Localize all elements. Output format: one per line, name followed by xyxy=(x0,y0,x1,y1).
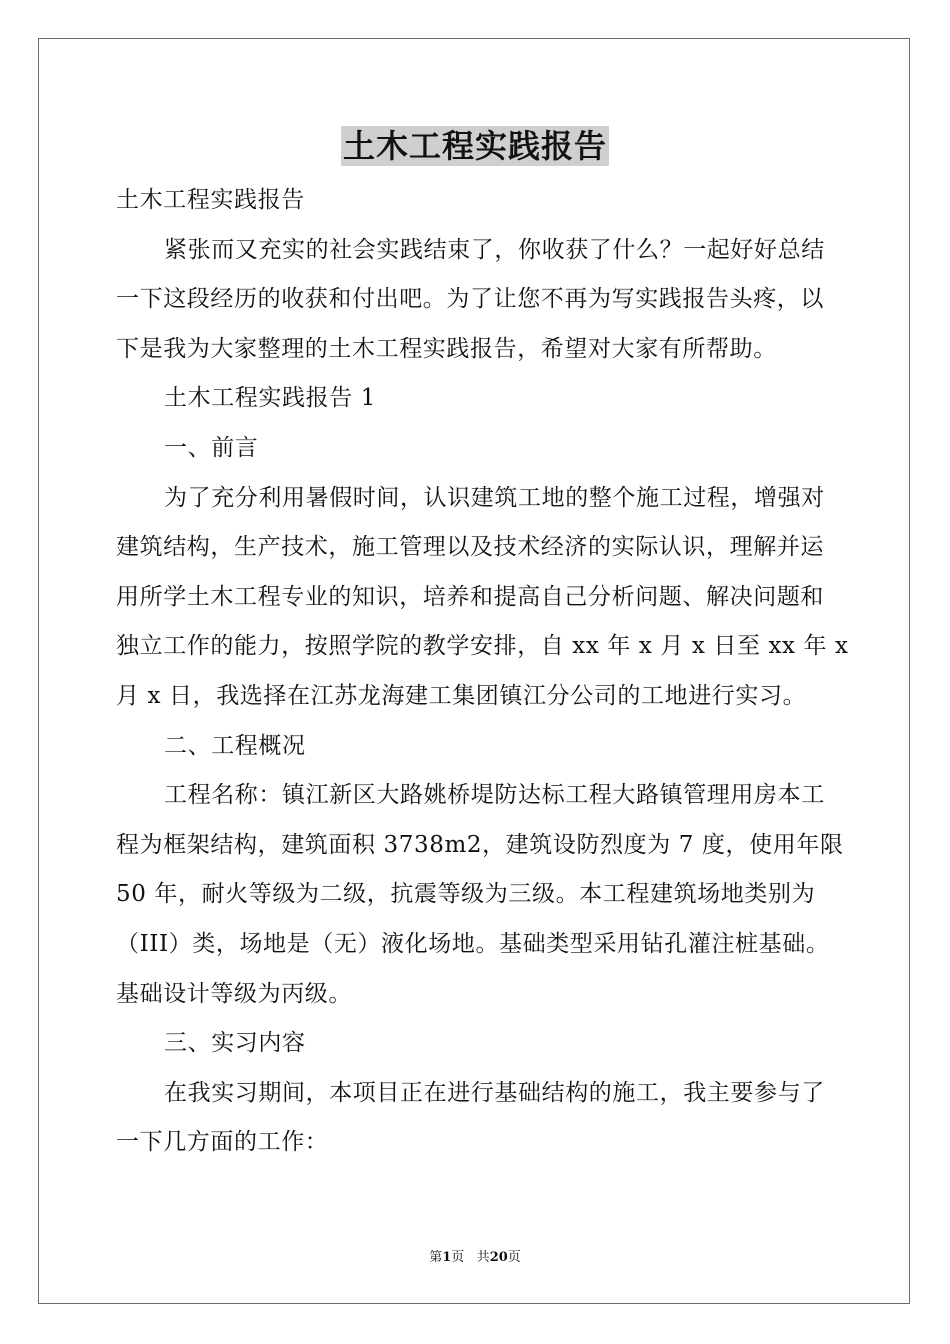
text-line: 用所学土木工程专业的知识，培养和提高自己分析问题、解决问题和 xyxy=(116,583,824,610)
text-line: 为了充分利用暑假时间，认识建筑工地的整个施工过程，增强对 xyxy=(164,484,825,511)
text-line: 在我实习期间，本项目正在进行基础结构的施工，我主要参与了 xyxy=(164,1079,825,1106)
page-footer xyxy=(0,1246,950,1265)
title-container xyxy=(0,126,950,166)
text-line: 月 x 日，我选择在江苏龙海建工集团镇江分公司的工地进行实习。 xyxy=(116,682,807,709)
text-line: 基础设计等级为丙级。 xyxy=(116,980,352,1007)
text-line: 一下几方面的工作： xyxy=(116,1129,329,1156)
text-line: 土木工程实践报告 1 xyxy=(164,385,376,412)
total-unit: 页 xyxy=(507,1250,521,1265)
total-prefix: 共 xyxy=(476,1250,490,1265)
text-line: 紧张而又充实的社会实践结束了，你收获了什么？一起好好总结 xyxy=(164,236,825,263)
text-line: 50 年，耐火等级为二级，抗震等级为三级。本工程建筑场地类别为 xyxy=(116,881,816,908)
text-line: 程为框架结构，建筑面积 3738m2，建筑设防烈度为 7 度，使用年限 xyxy=(116,831,844,858)
page-number: 1 xyxy=(442,1250,452,1265)
page-unit: 页 xyxy=(451,1250,465,1265)
total-pages: 20 xyxy=(489,1250,508,1265)
document-subtitle: 土木工程实践报告 xyxy=(116,187,305,213)
document-title: 土木工程实践报告 xyxy=(342,127,607,165)
text-line: 一、前言 xyxy=(164,434,259,461)
text-line: 一下这段经历的收获和付出吧。为了让您不再为写实践报告头疼，以 xyxy=(116,286,824,313)
text-line: 三、实习内容 xyxy=(164,1030,306,1057)
text-line: 建筑结构，生产技术，施工管理以及技术经济的实际认识，理解并运 xyxy=(116,534,824,561)
page-prefix: 第 xyxy=(429,1250,443,1265)
text-line: 工程名称：镇江新区大路姚桥堤防达标工程大路镇管理用房本工 xyxy=(164,782,825,809)
text-line: 二、工程概况 xyxy=(164,732,306,759)
text-line: 下是我为大家整理的土木工程实践报告，希望对大家有所帮助。 xyxy=(116,335,777,362)
text-line: 独立工作的能力，按照学院的教学安排，自 xx 年 x 月 x 日至 xx 年 x xyxy=(116,633,849,660)
text-line: （III）类，场地是（无）液化场地。基础类型采用钻孔灌注桩基础。 xyxy=(116,930,830,957)
document-body xyxy=(116,176,849,1168)
